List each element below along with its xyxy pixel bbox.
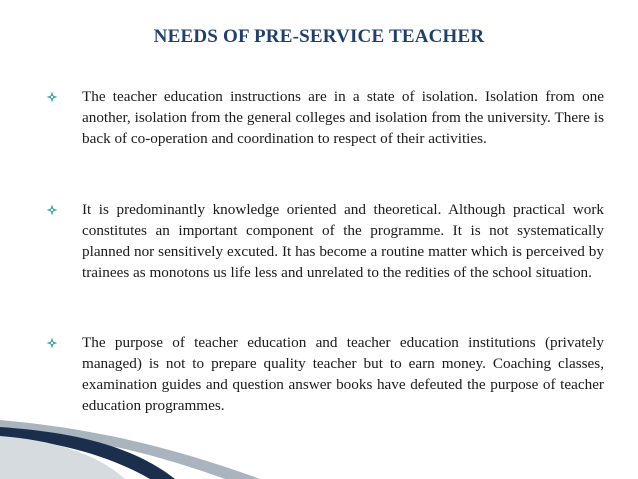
bullet-text: The purpose of teacher education and teacher education institutions (privately managed) is not to prepare quality teacher but to earn money. Coaching classes, examination guides and question answer books have defeuted the purpose of teacher education programmes. — [82, 334, 604, 414]
bullet-item-2 — [46, 200, 604, 310]
bullet-text: It is predominantly knowledge oriented and theoretical. Although practical work constitutes an important component of the programme. It is not systematically planned nor sensitively excuted. It has become a routine matter which is perceived by trainees as monotons us life less and unrelated to the redities of the school situation. — [82, 201, 604, 281]
bullet-item-1 — [46, 87, 604, 177]
bullet-item-3 — [46, 333, 604, 423]
bullet-text: The teacher education instructions are in a state of isolation. Isolation from one another, isolation from the general colleges and isolation from the university. There is back of co-operation and coordination to respect of their activities. — [82, 88, 604, 147]
diamond-bullet-icon — [46, 337, 58, 349]
slide-title: NEEDS OF PRE-SERVICE TEACHER — [153, 26, 485, 47]
diamond-bullet-icon — [46, 91, 58, 103]
diamond-bullet-icon — [46, 204, 58, 216]
